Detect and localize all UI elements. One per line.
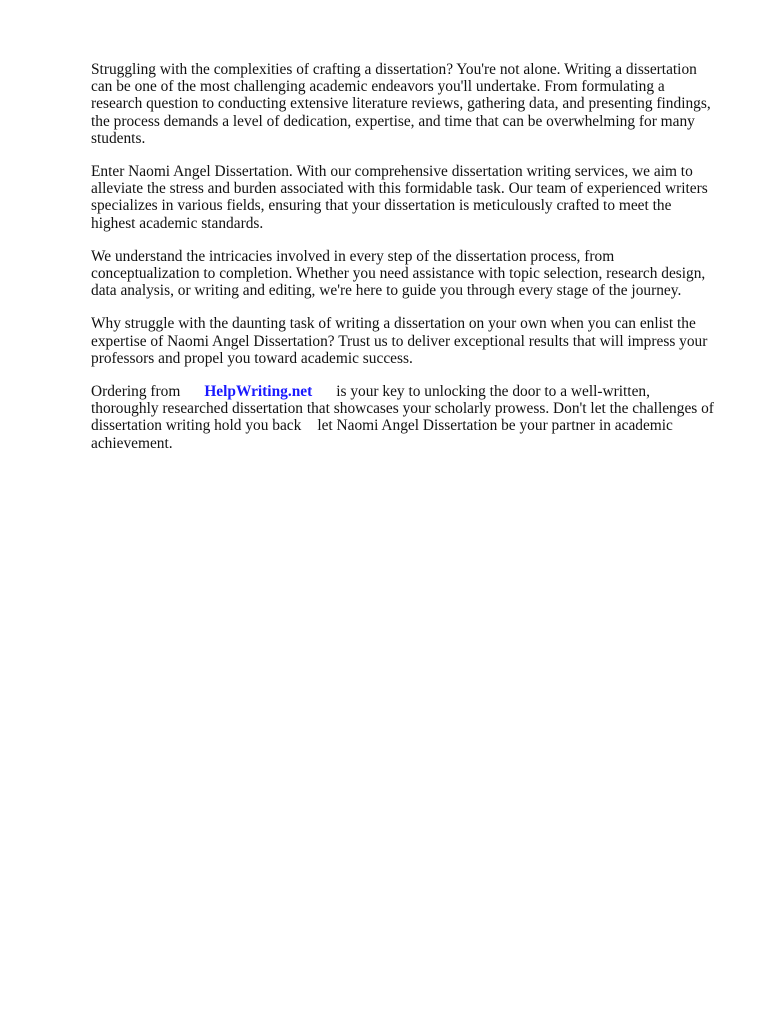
text-line: professors and propel you toward academic success. <box>91 349 413 367</box>
text-line: Struggling with the complexities of crafting a dissertation? You're not alone. Writing a dissertation <box>91 61 697 78</box>
paragraph-why <box>91 315 731 367</box>
text-line: specializes in various fields, ensuring that your dissertation is meticulously crafted to meet the <box>91 197 672 215</box>
text-line <box>91 417 731 434</box>
text-line: highest academic standards. <box>91 214 264 232</box>
text-line: can be one of the most challenging academic endeavors you'll undertake. From formulating a <box>91 78 665 96</box>
partner-text: let Naomi Angel Dissertation be your partner in academic <box>317 417 673 435</box>
text-line: the process demands a level of dedication, expertise, and time that can be overwhelming for many <box>91 112 695 130</box>
text-line: research question to conducting extensive literature reviews, gathering data, and presenting findings, <box>91 95 711 113</box>
text-line: alleviate the stress and burden associated with this formidable task. Our team of experienced writers <box>91 180 708 198</box>
ordering-prefix: Ordering from <box>91 383 181 401</box>
text-line: conceptualization to completion. Whether you need assistance with topic selection, research design, <box>91 265 706 283</box>
text-line: We understand the intricacies involved in every step of the dissertation process, from <box>91 247 615 265</box>
text-line: achievement. <box>91 434 173 452</box>
paragraph-service <box>91 163 731 232</box>
document-page <box>91 61 731 468</box>
text-line: expertise of Naomi Angel Dissertation? Trust us to deliver exceptional results that will impress your <box>91 332 708 350</box>
ordering-suffix: is your key to unlocking the door to a well-written, <box>336 383 650 401</box>
paragraph-process <box>91 248 731 300</box>
text-line: students. <box>91 129 146 147</box>
helpwriting-link[interactable]: HelpWriting.net <box>204 383 313 401</box>
text-line: thoroughly researched dissertation that showcases your scholarly prowess. Don't let the challenges of <box>91 400 714 418</box>
text-line <box>91 383 731 400</box>
text-line: Enter Naomi Angel Dissertation. With our comprehensive dissertation writing services, we aim to <box>91 163 693 181</box>
text-line: data analysis, or writing and editing, we're here to guide you through every stage of the journey. <box>91 282 682 300</box>
hold-back-text: dissertation writing hold you back <box>91 417 302 435</box>
paragraph-ordering <box>91 383 731 452</box>
text-line: Why struggle with the daunting task of writing a dissertation on your own when you can enlist the <box>91 315 696 333</box>
paragraph-intro <box>91 61 731 147</box>
